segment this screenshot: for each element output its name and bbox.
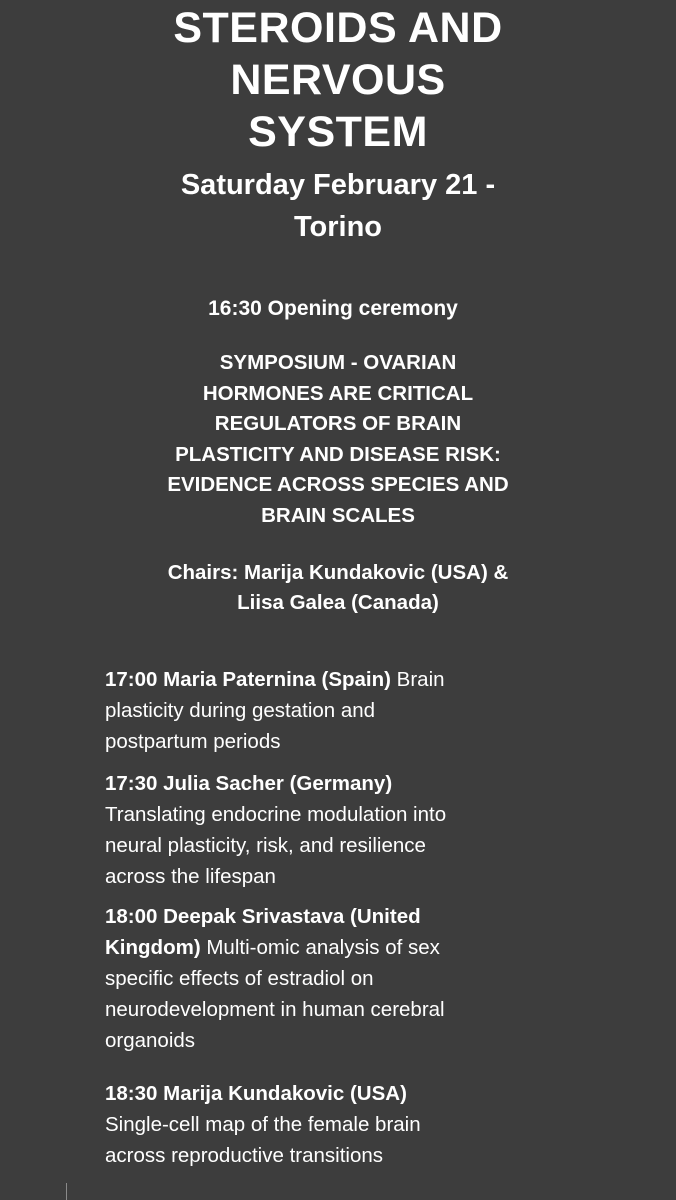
talk-speaker: 17:00 Maria Paternina (Spain) (105, 668, 391, 691)
session-chairs (0, 558, 676, 618)
talk-item (105, 1078, 665, 1171)
talk-item (105, 768, 665, 892)
talk-title-line: organoids (105, 1029, 196, 1052)
session-chairs-line: Liisa Galea (Canada) (237, 591, 439, 614)
talk-title-line: postpartum periods (105, 730, 281, 753)
talk-speaker: 18:00 Deepak Srivastava (United (105, 905, 421, 928)
opening-ceremony: 16:30 Opening ceremony (208, 297, 458, 320)
talk-speaker-line (105, 901, 665, 932)
talk-item (105, 664, 665, 757)
talk-title-line: neural plasticity, risk, and resilience (105, 834, 426, 857)
event-title-line: SYSTEM (248, 108, 428, 156)
session-chairs-line: Chairs: Marija Kundakovic (USA) & (167, 561, 509, 584)
talk-title-line: specific effects of estradiol on (105, 967, 374, 990)
event-date-location (0, 164, 676, 248)
talk-first-line (105, 932, 665, 963)
event-title (0, 2, 676, 158)
event-location-line: Torino (293, 211, 383, 243)
talk-title-line: across reproductive transitions (105, 1144, 384, 1167)
talk-first-line (105, 768, 665, 799)
talk-first-line (105, 664, 665, 695)
talk-title-line: neurodevelopment in human cerebral (105, 998, 445, 1021)
symposium-title-line: EVIDENCE ACROSS SPECIES AND (167, 473, 509, 496)
symposium-title-line: HORMONES ARE CRITICAL (202, 381, 474, 405)
talk-title-line: Translating endocrine modulation into (105, 803, 447, 826)
symposium-title (0, 348, 676, 531)
talk-title-line: plasticity during gestation and (105, 699, 376, 722)
talk-speaker-cont: Kingdom) (105, 936, 201, 959)
talk-title-line: Single-cell map of the female brain (105, 1113, 421, 1136)
talk-first-line (105, 1078, 665, 1109)
event-title-line: STEROIDS AND (173, 4, 503, 52)
edge-artifact (66, 1183, 67, 1200)
talk-title-start: Brain (390, 668, 445, 691)
symposium-title-line: SYMPOSIUM - OVARIAN (219, 351, 457, 374)
talk-title-line: across the lifespan (105, 865, 276, 888)
talk-title-start: Multi-omic analysis of sex (200, 936, 440, 959)
talk-item (105, 901, 665, 1056)
talk-speaker: 17:30 Julia Sacher (Germany) (105, 772, 393, 795)
talk-speaker: 18:30 Marija Kundakovic (USA) (105, 1082, 407, 1105)
event-title-line: NERVOUS (230, 56, 446, 104)
symposium-title-line: BRAIN SCALES (261, 503, 415, 527)
symposium-title-line: PLASTICITY AND DISEASE RISK: (175, 442, 501, 466)
event-date-line: Saturday February 21 - (180, 169, 496, 201)
symposium-title-line: REGULATORS OF BRAIN (214, 412, 462, 435)
